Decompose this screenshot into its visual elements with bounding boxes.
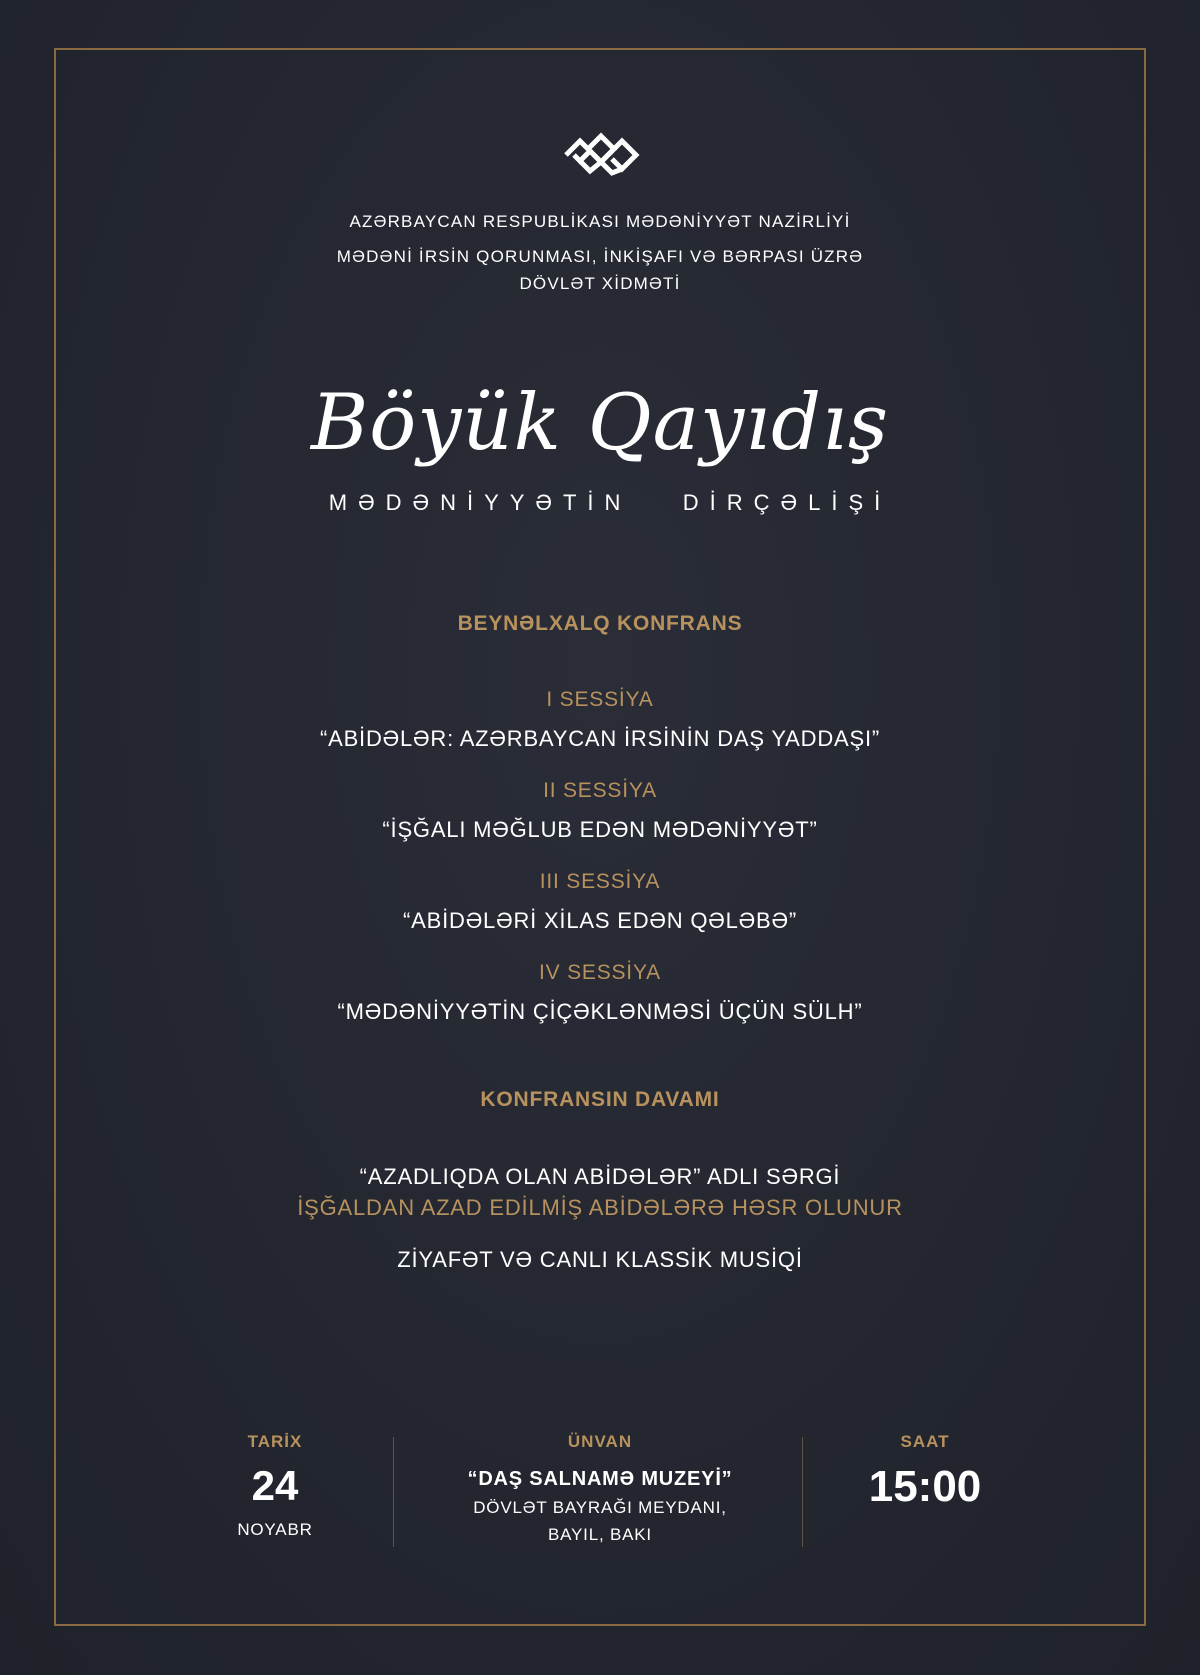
- date-label: TARİX: [247, 1432, 303, 1451]
- ornament-knot-icon: [560, 128, 642, 182]
- session-3-label: III SESSİYA: [539, 870, 661, 893]
- address-label: ÜNVAN: [567, 1432, 633, 1451]
- date-day: 24: [251, 1462, 299, 1509]
- exhibition-subtitle: İŞĞALDAN AZAD EDİLMİŞ ABİDƏLƏRƏ HƏSR OLUNUR: [297, 1195, 903, 1220]
- organization-line-1: AZƏRBAYCAN RESPUBLİKASI MƏDƏNİYYƏT NAZİRLİYİ: [349, 212, 851, 231]
- organization-line-2: MƏDƏNİ İRSİN QORUNMASI, İNKİŞAFI VƏ BƏRPASI ÜZRƏ: [336, 247, 864, 266]
- reception-line: ZİYAFƏT VƏ CANLI KLASSİK MUSİQİ: [397, 1247, 803, 1272]
- session-1-title: “ABİDƏLƏR: AZƏRBAYCAN İRSİNİN DAŞ YADDAŞI”: [319, 726, 881, 751]
- divider-left: [393, 1437, 394, 1547]
- venue-name: “DAŞ SALNAMƏ MUZEYİ”: [467, 1468, 733, 1490]
- address-line-1: DÖVLƏT BAYRAĞI MEYDANI,: [473, 1498, 727, 1517]
- exhibition-title: “AZADLIQDA OLAN ABİDƏLƏR” ADLI SƏRGİ: [359, 1164, 841, 1189]
- session-2-label: II SESSİYA: [543, 779, 657, 802]
- address-line-2: BAYIL, BAKI: [548, 1525, 652, 1544]
- conference-label: BEYNƏLXALQ KONFRANS: [457, 612, 743, 635]
- event-subtitle: MƏDƏNİYYƏTİN DİRÇƏLİŞİ: [328, 490, 892, 515]
- time-label: SAAT: [900, 1432, 950, 1451]
- organization-line-3: DÖVLƏT XİDMƏTİ: [519, 274, 681, 293]
- event-title: Böyük Qayıdış: [310, 378, 889, 468]
- date-month: NOYABR: [237, 1520, 313, 1539]
- time-value: 15:00: [868, 1462, 982, 1511]
- session-2-title: “İŞĞALI MƏĞLUB EDƏN MƏDƏNİYYƏT”: [382, 817, 818, 842]
- continuation-label: KONFRANSIN DAVAMI: [480, 1088, 720, 1111]
- session-4-label: IV SESSİYA: [539, 961, 661, 984]
- session-4-title: “MƏDƏNİYYƏTİN ÇİÇƏKLƏNMƏSİ ÜÇÜN SÜLH”: [337, 999, 863, 1024]
- session-1-label: I SESSİYA: [546, 688, 654, 711]
- divider-right: [802, 1437, 803, 1547]
- session-3-title: “ABİDƏLƏRİ XİLAS EDƏN QƏLƏBƏ”: [403, 908, 797, 933]
